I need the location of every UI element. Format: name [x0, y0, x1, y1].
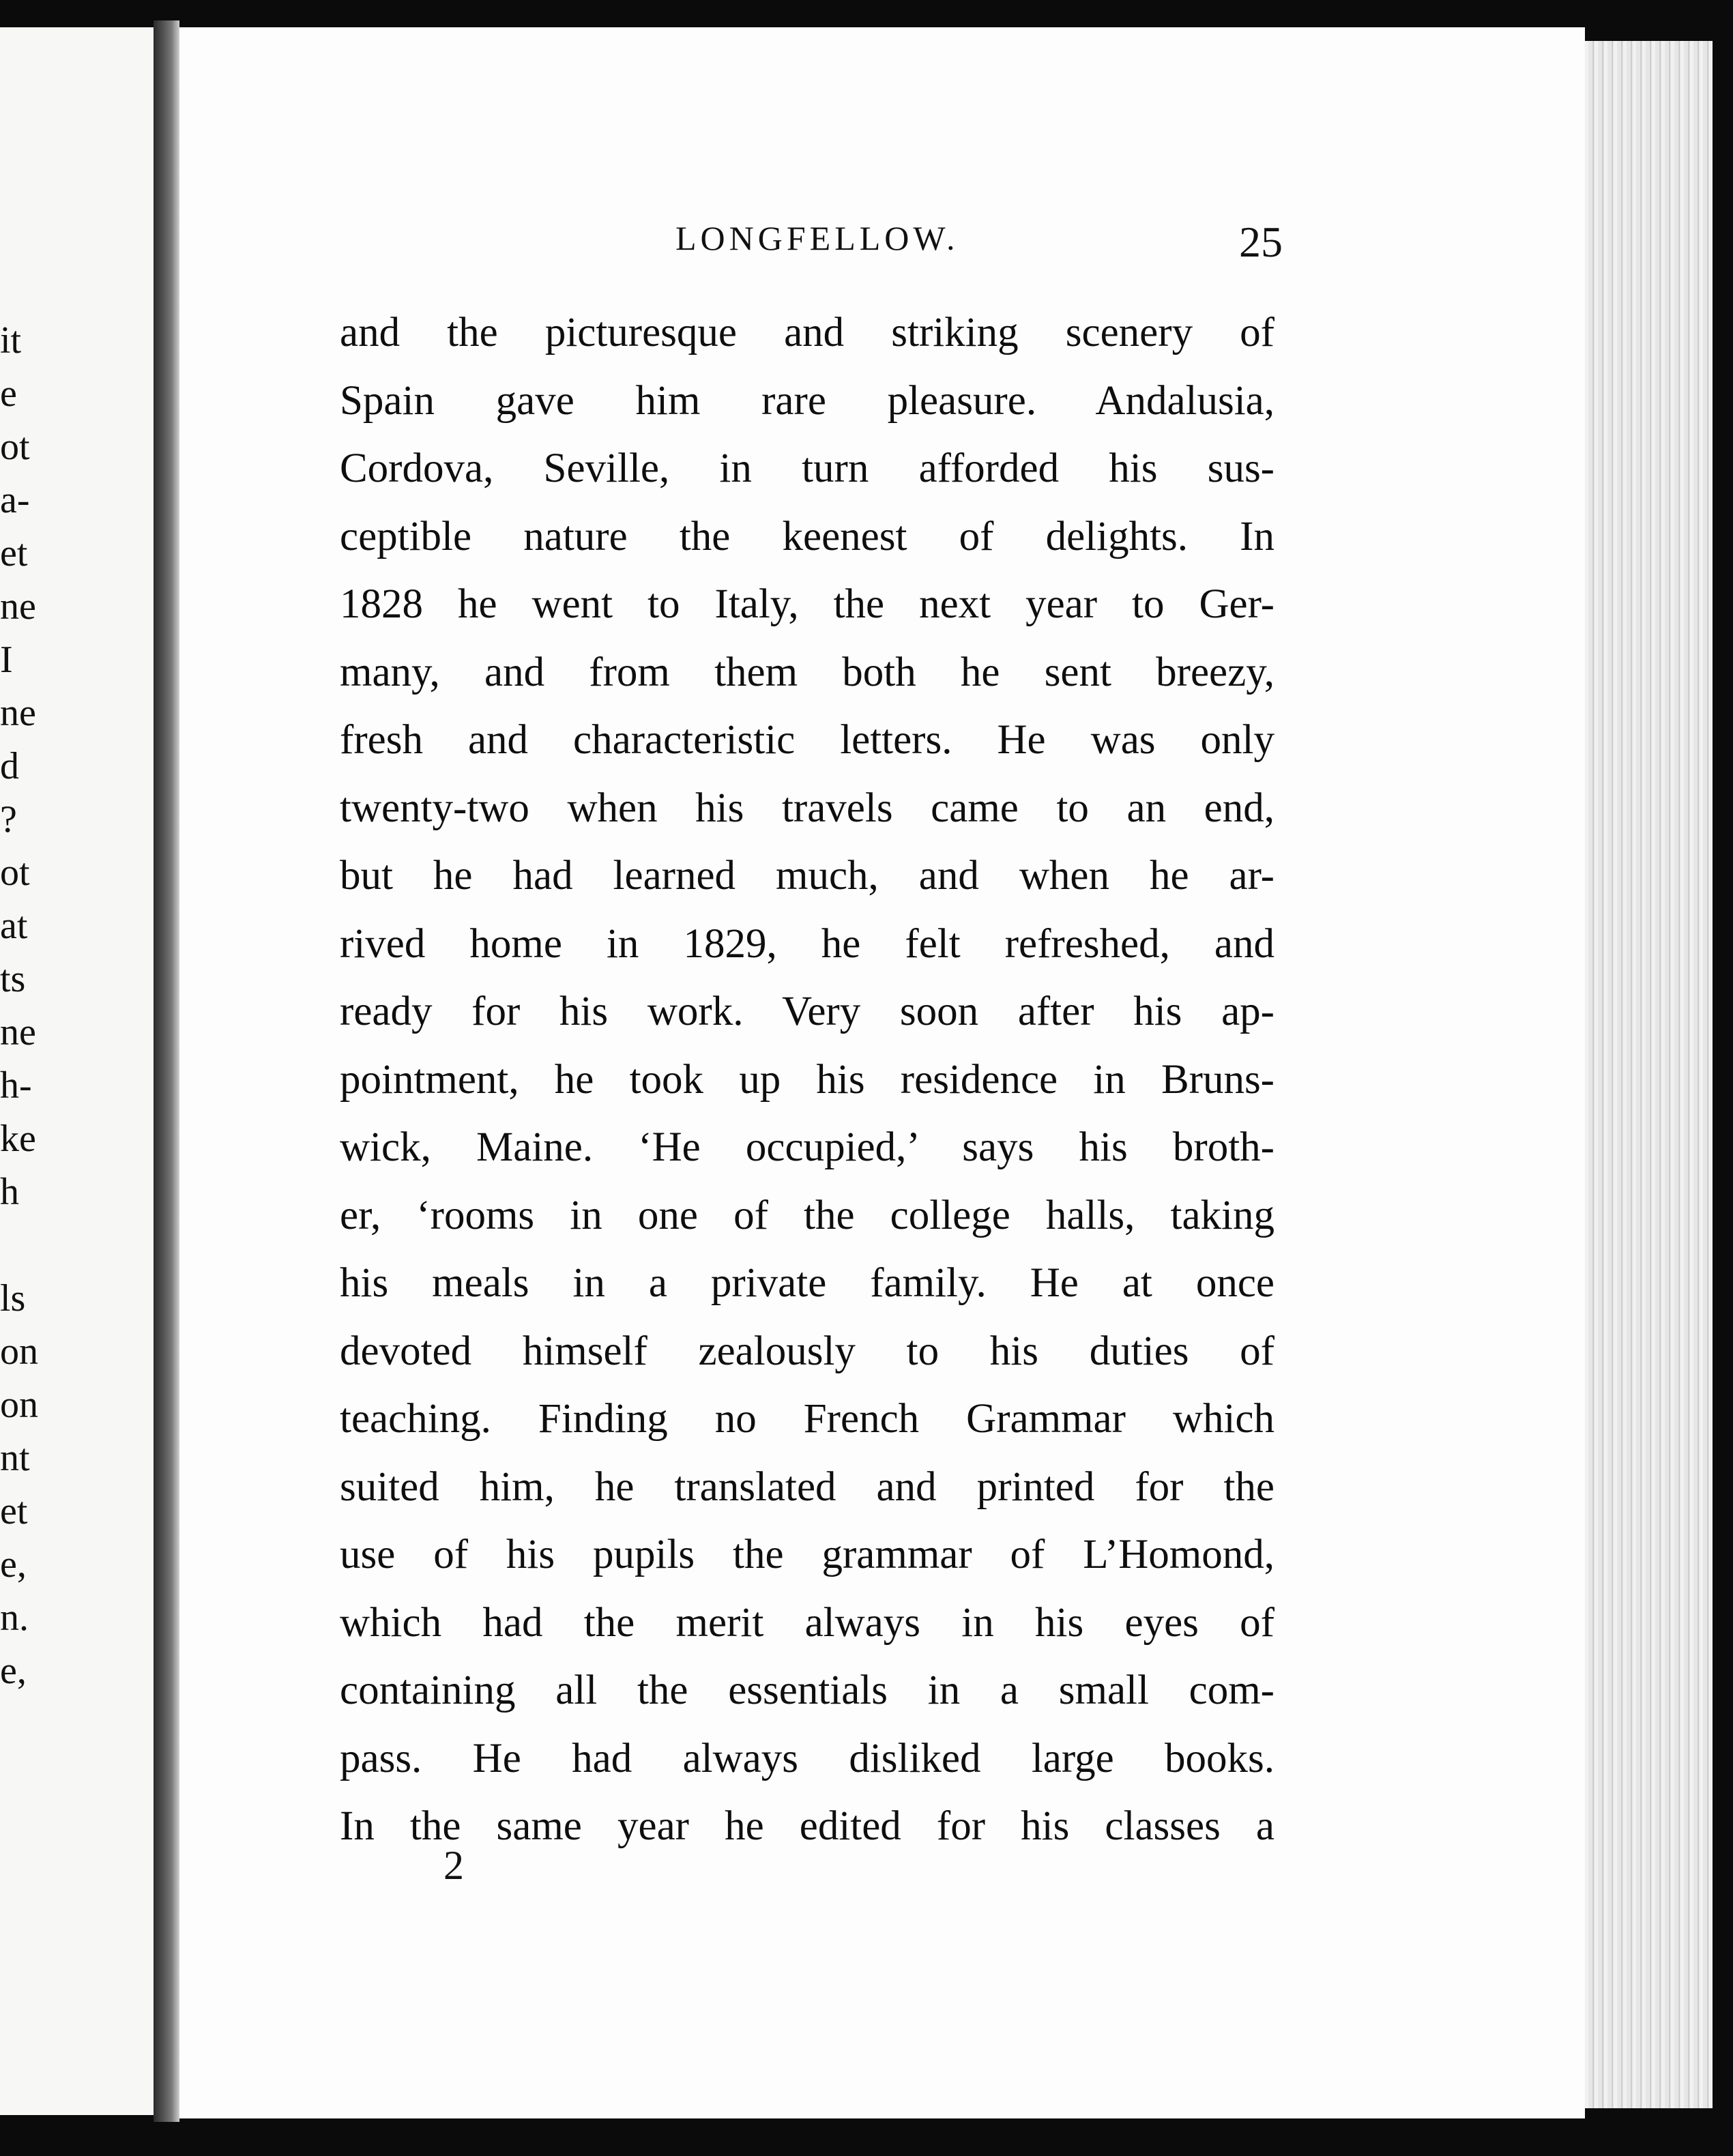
text-line: wick, Maine. ‘He occupied,’ says his broth-: [340, 1124, 1275, 1170]
facing-page-fragment: on: [0, 1330, 38, 1373]
text-line: many, and from them both he sent breezy,: [340, 649, 1275, 695]
facing-page-left: [0, 27, 154, 2115]
text-line: but he had learned much, and when he ar-: [340, 853, 1275, 899]
text-line: containing all the essentials in a small com-: [340, 1667, 1275, 1713]
facing-page-fragment: nt: [0, 1437, 30, 1479]
facing-page-fragment: a-: [0, 479, 30, 521]
facing-page-fragment: on: [0, 1384, 38, 1426]
facing-page-fragment: it: [0, 319, 22, 362]
facing-page-fragment: d: [0, 745, 19, 787]
facing-page-fragment: ts: [0, 958, 26, 1000]
text-line: In the same year he edited for his classes a: [340, 1803, 1275, 1849]
body-text: [340, 299, 1275, 1861]
text-line: Cordova, Seville, in turn afforded his sus-: [340, 446, 1275, 491]
facing-page-fragment: e,: [0, 1543, 27, 1586]
facing-page-fragment: n.: [0, 1597, 29, 1639]
text-line: Spain gave him rare pleasure. Andalusia,: [340, 377, 1275, 424]
text-line: ready for his work. Very soon after his ap-: [340, 989, 1275, 1034]
facing-page-fragment: ls: [0, 1277, 26, 1320]
facing-page-text-fragments: [0, 314, 68, 1698]
text-line: twenty-two when his travels came to an end,: [340, 785, 1275, 831]
text-line: rived home in 1829, he felt refreshed, and: [340, 920, 1275, 967]
book-gutter: [154, 20, 179, 2122]
page-number: 25: [1239, 218, 1283, 266]
facing-page-fragment: at: [0, 905, 28, 947]
facing-page-fragment: et: [0, 1490, 28, 1532]
facing-page-fragment: ot: [0, 426, 30, 468]
facing-page-fragment: ne: [0, 585, 36, 628]
facing-page-fragment: ne: [0, 692, 36, 734]
text-line: devoted himself zealously to his duties of: [340, 1328, 1275, 1374]
text-line: pointment, he took up his residence in Bruns-: [340, 1056, 1275, 1103]
text-line: fresh and characteristic letters. He was only: [340, 717, 1275, 763]
text-line: his meals in a private family. He at once: [340, 1260, 1275, 1306]
facing-page-fragment: ke: [0, 1118, 36, 1160]
facing-page-fragment: e,: [0, 1650, 27, 1692]
facing-page-fragment: [0, 1219, 68, 1272]
text-line: ceptible nature the keenest of delights. In: [340, 513, 1275, 559]
text-line: use of his pupils the grammar of L’Homond,: [340, 1532, 1275, 1577]
facing-page-fragment: ot: [0, 851, 30, 894]
facing-page-fragment: ne: [0, 1011, 36, 1053]
text-line: pass. He had always disliked large books.: [340, 1735, 1275, 1781]
facing-page-fragment: ?: [0, 798, 17, 841]
text-line: which had the merit always in his eyes of: [340, 1599, 1275, 1646]
text-line: and the picturesque and striking scenery of: [340, 310, 1275, 355]
facing-page-fragment: h: [0, 1171, 19, 1213]
facing-page-fragment: h-: [0, 1064, 32, 1107]
running-head: LONGFELLOW.: [675, 219, 959, 257]
facing-page-fragment: e: [0, 373, 17, 415]
facing-page-fragment: I: [0, 639, 13, 681]
text-line: er, ‘rooms in one of the college halls, taking: [340, 1192, 1275, 1238]
text-line: 1828 he went to Italy, the next year to Ger-: [340, 581, 1275, 627]
text-line: teaching. Finding no French Grammar which: [340, 1396, 1275, 1442]
facing-page-fragment: et: [0, 532, 28, 574]
signature-mark: 2: [443, 1843, 464, 1888]
page-edges: [1569, 41, 1713, 2108]
text-line: suited him, he translated and printed for the: [340, 1463, 1275, 1510]
